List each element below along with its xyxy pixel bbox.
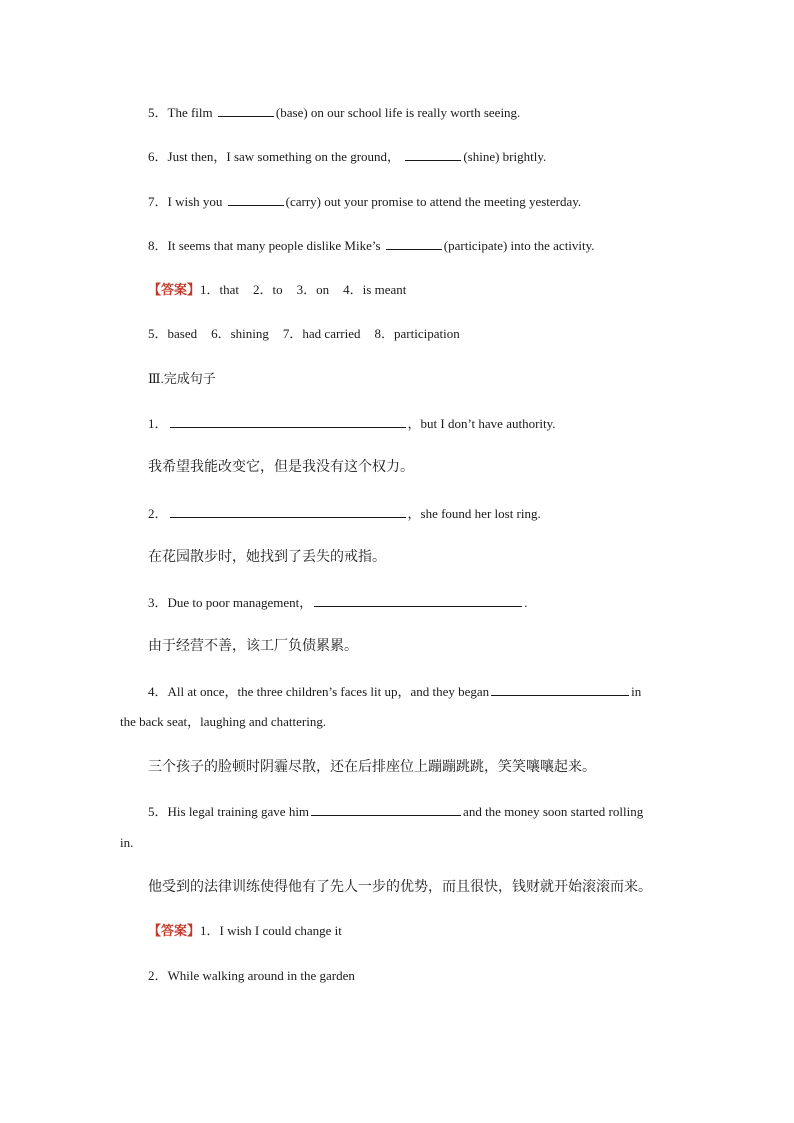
answer-line: 【答案】1．I wish I could change it [148, 923, 342, 939]
answer-blank [311, 803, 461, 816]
answer-blank [228, 193, 284, 206]
answer-blank [170, 505, 406, 518]
chinese-translation: 我希望我能改变它，但是我没有这个权力。 [148, 459, 414, 475]
answer-blank [405, 148, 461, 161]
answer-label: 【答案】 [148, 283, 201, 298]
exercise-item: 5．His legal training gave him and the money soon started rolling [148, 804, 644, 819]
chinese-translation: 由于经营不善，该工厂负债累累。 [148, 638, 358, 654]
answer-line: 2．While walking around in the garden [148, 968, 355, 983]
exercise-item-continuation: in. [120, 835, 134, 850]
answer-blank [314, 594, 522, 607]
chinese-translation: 三个孩子的脸顿时阴霾尽散，还在后排座位上蹦蹦跳跳，笑笑嚷嚷起来。 [148, 759, 596, 775]
exercise-item: 8．It seems that many people dislike Mike’s (participate) into the activity. [148, 238, 595, 253]
exercise-item: 7．I wish you (carry) out your promise to attend the meeting yesterday. [148, 194, 582, 209]
exercise-item: 4．All at once，the three children’s faces lit up，and they began in [148, 684, 642, 699]
exercise-item: 2． ，she found her lost ring. [148, 506, 541, 521]
section-heading: Ⅲ.完成句子 [148, 371, 216, 386]
answer-blank [491, 683, 629, 696]
exercise-item: 3．Due to poor management， . [148, 595, 528, 610]
exercise-item: 5．The film (base) on our school life is really worth seeing. [148, 105, 521, 120]
exercise-item-continuation: the back seat，laughing and chattering. [120, 714, 327, 729]
answer-line: 【答案】1．that 2．to 3．on 4．is meant [148, 282, 407, 298]
answer-label: 【答案】 [148, 924, 201, 939]
exercise-item: 1． ，but I don’t have authority. [148, 416, 556, 431]
answer-blank [170, 415, 406, 428]
chinese-translation: 他受到的法律训练使得他有了先人一步的优势，而且很快，钱财就开始滚滚而来。 [148, 879, 652, 895]
exercise-item: 6．Just then，I saw something on the ground， (shine) brightly. [148, 149, 547, 164]
answer-line: 5．based 6．shining 7．had carried 8．participation [148, 326, 460, 341]
answer-blank [386, 237, 442, 250]
chinese-translation: 在花园散步时，她找到了丢失的戒指。 [148, 549, 386, 565]
answer-blank [218, 104, 274, 117]
